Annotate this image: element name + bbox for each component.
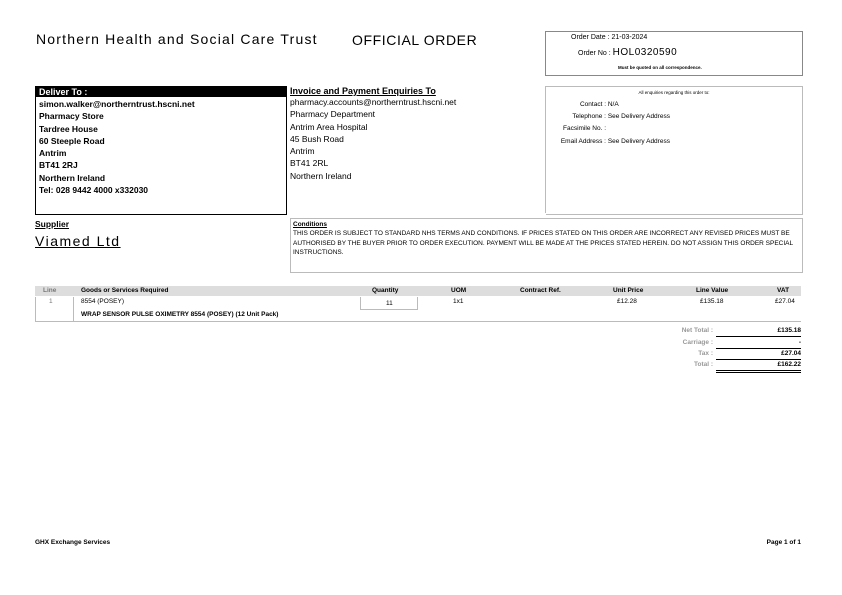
- order-note: Must be quoted on all correspondence.: [618, 65, 702, 70]
- deliver-line: Tardree House: [39, 123, 98, 134]
- deliver-line: Tel: 028 9442 4000 x332030: [39, 185, 149, 196]
- deliver-line: Antrim: [39, 148, 67, 159]
- total-label: Total :: [693, 361, 713, 368]
- table-header: [35, 286, 801, 296]
- conditions-box: [290, 218, 803, 273]
- invoice-line: Antrim Area Hospital: [290, 121, 368, 132]
- th-contract: Contract Ref.: [520, 287, 561, 294]
- page-number: Page 1 of 1: [766, 539, 801, 546]
- document-title: OFFICIAL ORDER: [352, 32, 478, 48]
- invoice-line: 45 Bush Road: [290, 133, 344, 144]
- deliver-line: simon.walker@northerntrust.hscni.net: [39, 99, 195, 109]
- email-value: See Delivery Address: [607, 138, 670, 145]
- order-no-label: Order No :: [578, 50, 611, 57]
- row-quantity: 11: [386, 300, 393, 307]
- th-quantity: Quantity: [372, 287, 399, 294]
- order-no-row: [578, 47, 677, 58]
- supplier-label: Supplier: [35, 219, 70, 229]
- order-date-value: 21-03-2024: [611, 34, 648, 41]
- contact-label: Contact :: [579, 101, 606, 108]
- enquiries-box: [546, 86, 803, 215]
- invoice-line: pharmacy.accounts@northerntrust.hscni.net: [290, 97, 457, 107]
- th-vat: VAT: [777, 287, 790, 294]
- row-product-code: 8554 (POSEY): [81, 298, 124, 305]
- carriage-value: -: [716, 339, 801, 349]
- invoice-line: Antrim: [290, 146, 315, 157]
- facsimile-row: [546, 125, 606, 132]
- deliver-line: BT41 2RJ: [39, 160, 78, 171]
- order-date-row: [571, 34, 647, 41]
- enquiries-note: All enquiries regarding this order to:: [638, 90, 710, 95]
- invoice-line: Pharmacy Department: [290, 109, 376, 120]
- th-goods: Goods or Services Required: [81, 287, 169, 294]
- email-label: Email Address :: [560, 138, 606, 145]
- total-value: £162.22: [716, 361, 801, 373]
- conditions-text: THIS ORDER IS SUBJECT TO STANDARD NHS TERMS AND CONDITIONS. IF PRICES STATED ON THIS ORDER ARE INCORRECT ANY REVISED PRICES MUST BE AUTHORISED BY THE BUYER PRIOR TO ORDER EXECUTION. PAYMENT WILL BE MADE AT THE PRICES STATED HEREIN. DO NOT ASSIGN THIS ORDER SPECIAL INSTRUCTIONS.: [293, 230, 793, 256]
- order-info-box: [545, 31, 803, 76]
- row-line-number: 1: [49, 298, 53, 305]
- net-total-label: Net Total :: [681, 327, 713, 334]
- telephone-value: See Delivery Address: [607, 113, 670, 120]
- order-date-label: Order Date :: [571, 34, 610, 41]
- table-row: [35, 297, 801, 322]
- tax-value: £27.04: [716, 350, 801, 360]
- th-line: Line: [43, 287, 57, 294]
- invoice-line: BT41 2RL: [290, 158, 329, 169]
- invoice-heading: Invoice and Payment Enquiries To: [290, 86, 436, 96]
- invoice-address: [289, 96, 545, 182]
- footer-left: GHX Exchange Services: [35, 539, 111, 546]
- carriage-label: Carriage :: [682, 339, 713, 346]
- email-row: [546, 138, 670, 145]
- contact-row: [546, 101, 619, 108]
- contact-value: N/A: [607, 101, 619, 108]
- deliver-line: Pharmacy Store: [39, 111, 104, 122]
- net-total-value: £135.18: [716, 327, 801, 337]
- supplier-name: Viamed Ltd: [35, 233, 121, 249]
- th-line-value: Line Value: [696, 287, 729, 294]
- trust-name: Northern Health and Social Care Trust: [36, 31, 318, 47]
- conditions-heading: Conditions: [293, 221, 327, 228]
- tax-label: Tax :: [698, 350, 713, 357]
- row-uom: 1x1: [453, 298, 464, 305]
- invoice-line: Northern Ireland: [290, 170, 352, 181]
- deliver-to-box: [35, 86, 287, 215]
- th-uom: UOM: [451, 287, 467, 294]
- deliver-address: [36, 97, 286, 197]
- telephone-label: Telephone :: [572, 113, 606, 120]
- telephone-row: [546, 113, 670, 120]
- row-line-value: £135.18: [700, 298, 724, 305]
- row-vat: £27.04: [775, 298, 795, 305]
- th-unit-price: Unit Price: [613, 287, 644, 294]
- order-no-value: HOL0320590: [612, 47, 678, 58]
- row-description: WRAP SENSOR PULSE OXIMETRY 8554 (POSEY) (12 Unit Pack): [81, 311, 279, 318]
- deliver-line: 60 Steeple Road: [39, 135, 105, 146]
- deliver-line: Northern Ireland: [39, 172, 106, 183]
- facsimile-label: Facsimile No. :: [563, 125, 606, 132]
- row-unit-price: £12.28: [617, 298, 637, 305]
- deliver-to-heading: Deliver To :: [36, 87, 286, 97]
- invoice-box: [289, 86, 546, 213]
